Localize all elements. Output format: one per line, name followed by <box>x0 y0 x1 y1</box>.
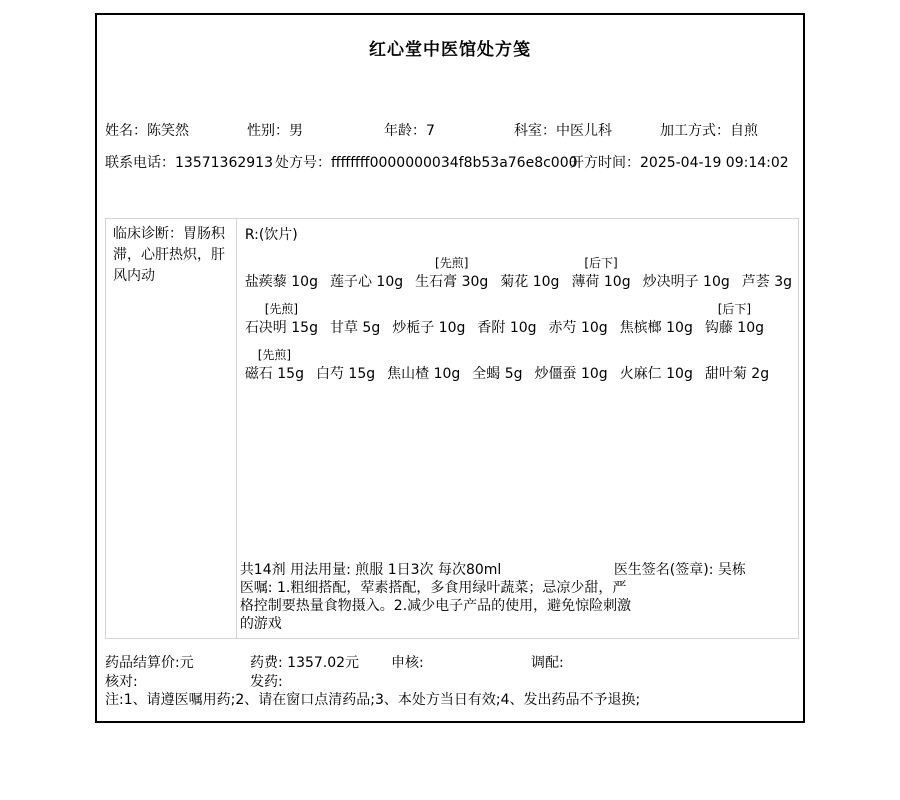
herb-item <box>316 347 375 384</box>
herb-name-dose: 炒栀子 10g <box>392 320 466 336</box>
herb-line-3 <box>245 347 792 384</box>
field-patient-gender: 性别：男 <box>247 123 303 139</box>
herb-item <box>477 301 536 338</box>
herb-item <box>330 301 380 338</box>
herb-decoction-tag: [先煎] <box>264 302 299 316</box>
herb-item <box>620 301 693 338</box>
prescription-body <box>105 218 799 639</box>
herb-decoction-tag: [后下] <box>717 302 752 316</box>
herb-item <box>330 255 403 292</box>
field-prescription-time: 开方时间：2025-04-19 09:14:02 <box>570 155 789 171</box>
herb-name-dose: 磁石 15g <box>244 366 304 382</box>
herb-item <box>549 301 608 338</box>
note-text: 注:1、请遵医嘱用药;2、请在窗口点清药品;3、本处方当日有效;4、发出药品不予退换; <box>105 692 641 708</box>
field-patient-age: 年龄：7 <box>384 123 435 139</box>
herb-item <box>571 255 630 292</box>
herb-name-dose: 香附 10g <box>477 320 537 336</box>
herb-item <box>643 255 730 292</box>
herb-name-dose: 全蝎 5g <box>472 366 523 382</box>
fee-text: 药费: 1357.02元 <box>250 655 360 671</box>
herb-item <box>620 347 693 384</box>
herb-name-dose: 甘草 5g <box>329 320 381 336</box>
herb-item <box>245 347 304 384</box>
herb-item <box>742 255 792 292</box>
review-label: 申核: <box>391 655 424 671</box>
herb-name-dose: 炒僵蚕 10g <box>534 366 608 382</box>
herb-line-2 <box>245 301 792 338</box>
herb-name-dose: 莲子心 10g <box>329 274 404 290</box>
medical-advice: 医嘱: 1.粗细搭配，荤素搭配，多食用绿叶蔬菜；忌凉少甜，严格控制要热量食物摄入。2.减少电子产品的使用，避免惊险刺激的游戏 <box>239 580 632 632</box>
diagnosis-text: 临床诊断：胃肠积滞，心肝热炽，肝风内动 <box>113 226 225 284</box>
herb-name-dose: 菊花 10g <box>500 274 560 290</box>
dispense-label: 发药: <box>250 674 283 690</box>
field-processing-method: 加工方式：自煎 <box>660 123 758 139</box>
usage-text: 共14剂 用法用量: 煎服 1日3次 每次80ml <box>239 562 502 578</box>
herb-decoction-tag: [先煎] <box>257 348 292 362</box>
clinical-diagnosis-box <box>105 218 237 639</box>
herb-name-dose: 焦山楂 10g <box>387 366 461 382</box>
herb-name-dose: 甜叶菊 2g <box>704 366 770 382</box>
herb-name-dose: 钩藤 10g <box>704 320 764 336</box>
field-prescription-number: 处方号：ffffffff0000000034f8b53a76e8c000 <box>275 155 578 171</box>
herb-name-dose: 焦槟榔 10g <box>619 320 693 336</box>
page-title: 红心堂中医馆处方笺 <box>369 40 531 60</box>
check-label: 核对: <box>105 674 138 690</box>
herb-name-dose: 赤芍 10g <box>548 320 608 336</box>
herb-name-dose: 生石膏 30g <box>415 274 489 290</box>
herb-item <box>245 301 318 338</box>
prescription-sheet <box>95 13 805 723</box>
rx-bottom-section <box>240 561 792 633</box>
herb-item <box>392 301 465 338</box>
herb-name-dose: 炒决明子 10g <box>642 274 730 290</box>
herb-item <box>387 347 460 384</box>
herb-item <box>705 301 764 338</box>
herb-item <box>500 255 559 292</box>
field-contact-phone: 联系电话：13571362913 <box>105 155 273 171</box>
herb-name-dose: 薄荷 10g <box>571 274 631 290</box>
herb-item <box>472 347 522 384</box>
herb-item <box>705 347 769 384</box>
rx-header: R:(饮片) <box>244 227 298 243</box>
herb-decoction-tag: [后下] <box>584 256 618 270</box>
doctor-signature: 医生签名(签章): 吴栋 <box>613 562 746 578</box>
field-patient-name: 姓名：陈笑然 <box>105 123 189 139</box>
field-department: 科室：中医儿科 <box>514 123 612 139</box>
herb-item <box>535 347 608 384</box>
rx-box <box>237 218 799 639</box>
settlement-price-label: 药品结算价:元 <box>105 655 194 671</box>
herb-decoction-tag: [先煎] <box>435 256 469 270</box>
herb-item <box>415 255 488 292</box>
herb-name-dose: 芦荟 3g <box>741 274 792 290</box>
prepare-label: 调配: <box>531 655 564 671</box>
herb-name-dose: 石决明 15g <box>244 320 318 336</box>
herb-line-1 <box>245 255 792 292</box>
herb-item <box>245 255 318 292</box>
herb-name-dose: 火麻仁 10g <box>619 366 693 382</box>
herb-name-dose: 白芍 15g <box>315 366 376 382</box>
herb-name-dose: 盐蒺藜 10g <box>244 274 318 290</box>
